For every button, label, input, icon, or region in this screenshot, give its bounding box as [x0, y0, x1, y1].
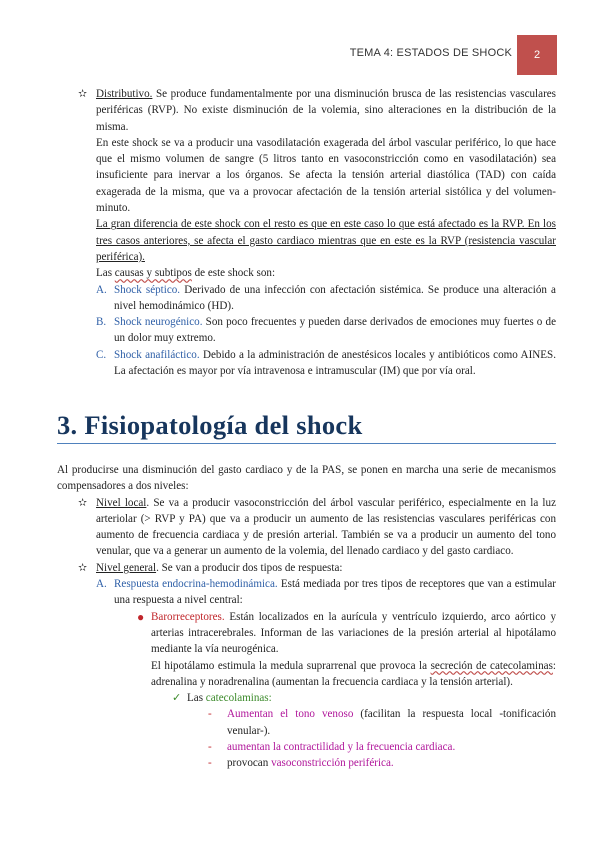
- barorreceptores-title: Barorreceptores.: [151, 610, 225, 623]
- list-item-catecolaminas: ✓ Las catecolaminas:: [187, 690, 556, 706]
- list-item-shock-anafilactico: C. Shock anafiláctico. Debido a la administración de anestésicos locales y antibióticos como AINES. La afectación es mayor por vía intravenosa e intramuscular (IM) que por vía oral.: [96, 348, 556, 378]
- fisiopatologia-section: [57, 462, 556, 772]
- section-heading: 3. Fisiopatología del shock: [57, 410, 556, 444]
- catecolaminas-link: secreción de catecolaminas: [430, 659, 553, 672]
- list-item-nivel-general: ✫ Nivel general. Se van a producir dos tipos de respuesta:: [96, 560, 556, 576]
- hipotalamo-paragraph: El hipotálamo estimula la medula suprarrenal que provoca la secreción de catecolaminas: adrenalina y noradrenalina (aumentan la frecuencia cardiaca y la tensión arterial).: [151, 659, 556, 688]
- list-item-contractilidad: - aumentan la contractilidad y la frecuencia cardiaca.: [227, 739, 556, 755]
- dash-bullet-icon: -: [208, 708, 212, 721]
- distributivo-paragraph-3: La gran diferencia de este shock con el resto es que en este caso lo que está afectado es la RVP. En los tres casos anteriores, se afecta el gasto cardiaco mientras que en este es la RVP (resistencia vascular periférica).: [96, 218, 556, 263]
- intro-paragraph: Al producirse una disminución del gasto cardiaco y de la PAS, se ponen en marcha una serie de mecanismos compensadores a dos niveles:: [57, 464, 556, 493]
- nivel-local-label: Nivel local: [96, 496, 147, 509]
- shock-neurogenico-title: Shock neurogénico.: [114, 316, 203, 329]
- star-bullet-icon: ✫: [78, 88, 88, 100]
- list-item-barorreceptores: ● Barorreceptores. Están localizados en la aurícula y ventrículo izquierdo, arco aórtico y arterias intracerebrales. Informan de las variaciones de la presión arterial al hipotálamo mediante la vía neurogénica. El hipotálamo estimula la medula suprarrenal que provoca la secreción de catecolaminas: adrenalina y noradrenalina (aumentan la frecuencia cardiaca y la tensión arterial).: [151, 609, 556, 690]
- list-item-nivel-local: ✫ Nivel local. Se va a producir vasoconstricción del árbol vascular periférico, especialmente en la luz arteriolar (> RVP y PA) que va a producir un aumento de las resistencias vasculares periféricas con aumento de frecuencia cardiaca y de presión arterial. También se va a producir un aumento del tono venular, que va a generar un aumento de la volemia, del llenado cardiaco y del gasto cardiaco.: [78, 496, 556, 558]
- page-number-badge: 2: [517, 35, 557, 75]
- list-item-shock-septico: A. Shock séptico. Derivado de una infección con afectación sistémica. Se produce una alteración a nivel hemodinámico (HD).: [96, 283, 556, 312]
- checkmark-icon: ✓: [172, 692, 182, 705]
- star-bullet-icon: ✫: [78, 496, 88, 509]
- star-bullet-icon: ✫: [78, 561, 88, 574]
- nivel-general-label: Nivel general: [96, 561, 157, 574]
- distributivo-section: [78, 86, 556, 379]
- dash-bullet-icon: -: [208, 741, 212, 754]
- distributivo-paragraph-2: En este shock se va a producir una vasodilatación exagerada del árbol vascular periférico, lo que hace que el mismo volumen de sangre (5 litros tanto en vasoconstricción como en vasodilatación) sea insuficiente para inervar a los órganos. Se afecta la tensión arterial diastólica (TAD) con caída exagerada de la misma, que va a provocar afectación de la tensión arterial sistólica y del volumen-minuto.: [96, 136, 556, 215]
- header-title: TEMA 4: ESTADOS DE SHOCK: [349, 47, 512, 59]
- list-item-tono-venoso: - Aumentan el tono venoso (facilitan la respuesta local -tonificación venular-).: [208, 708, 556, 737]
- distributivo-label: Distributivo.: [96, 88, 153, 100]
- causes-line: Las causas y subtipos de este shock son:: [96, 267, 276, 280]
- list-item-shock-neurogenico: B. Shock neurogénico. Son poco frecuentes y pueden darse derivados de emociones muy fuertes o de un dolor muy extremo.: [96, 316, 556, 345]
- bullet-dot-icon: ●: [137, 609, 145, 624]
- list-item-distributivo: [78, 86, 556, 282]
- causes-link: causas y subtipos: [114, 267, 192, 280]
- distributivo-text: Se produce fundamentalmente por una disminución brusca de las resistencias vasculares periféricas (RVP). No existe disminución de la volemia, sino alteraciones en la distribución de la misma.: [96, 88, 556, 133]
- list-item-vasoconstriccion: - provocan vasoconstricción periférica.: [227, 755, 556, 771]
- shock-septico-title: Shock séptico.: [114, 283, 181, 296]
- dash-bullet-icon: -: [208, 757, 212, 770]
- shock-anafilactico-title: Shock anafiláctico.: [114, 348, 200, 361]
- list-item-respuesta-endocrina: A. Respuesta endocrina-hemodinámica. Está mediada por tres tipos de receptores que van a estimular una respuesta a nivel central:: [96, 578, 556, 607]
- catecolaminas-label: catecolaminas:: [205, 692, 272, 705]
- respuesta-endocrina-title: Respuesta endocrina-hemodinámica.: [114, 578, 278, 591]
